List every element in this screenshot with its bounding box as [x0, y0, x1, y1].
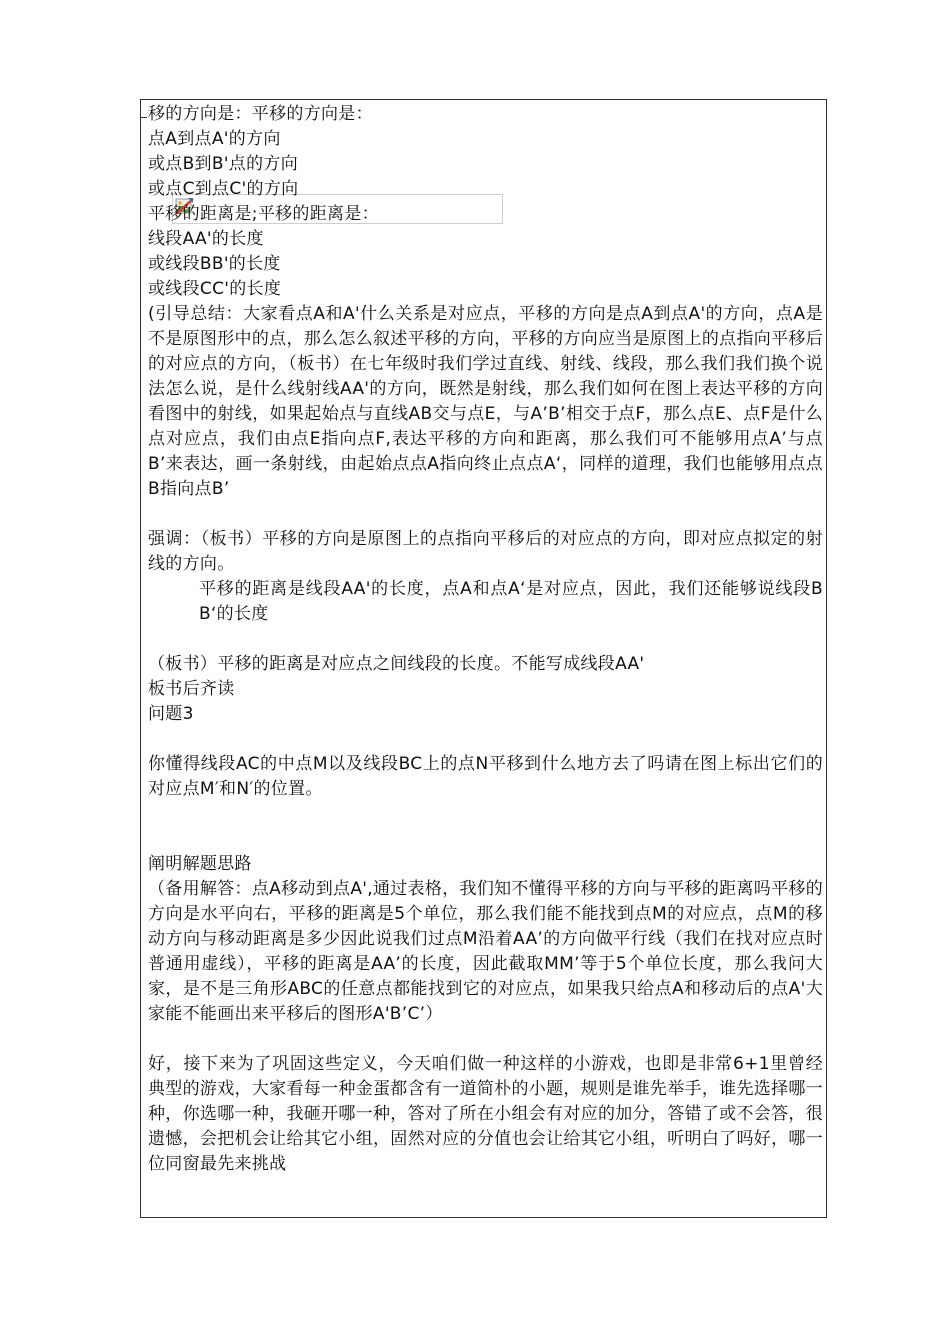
- text-line: 线段AA'的长度: [148, 229, 264, 249]
- lesson-plan-content: [148, 102, 823, 1177]
- board-note: （板书）平移的距离是对应点之间线段的长度。不能写成线段AA': [148, 654, 645, 674]
- game-intro-paragraph: 好，接下来为了巩固这些定义，今天咱们做一种这样的小游戏，也即是非常6+1里曾经典型的游戏，大家看每一种金蛋都含有一道简朴的小题，规则是谁先举手，谁先选择哪一种，你选哪一种，我砸开哪一种，答对了所在小组会有对应的加分，答错了或不会答，很遗憾，会把机会让给其它小组，固然对应的分值也会让给其它小组，听明白了吗好，哪一位同窗最先来挑战: [148, 1054, 823, 1174]
- text-line: 或点B到B'点的方向: [148, 154, 298, 174]
- question-text: 你懂得线段AC的中点M以及线段BC上的点N平移到什么地方去了吗请在图上标出它们的对应点M′和N′的位置。: [148, 754, 823, 799]
- text-line: 点A到点A'的方向: [148, 129, 281, 149]
- question-label: 问题3: [148, 704, 194, 724]
- distance-note-paragraph: 平移的距离是线段AA'的长度，点A和点A‘是对应点，因此，我们还能够说线段BB‘的长度: [199, 579, 823, 624]
- text-line: 移的方向是：平移的方向是：: [148, 104, 373, 124]
- read-aloud-note: 板书后齐读: [148, 679, 235, 699]
- text-line: 或线段CC'的长度: [148, 279, 282, 299]
- guide-summary-paragraph: (引导总结：大家看点A和A'什么关系是对应点，平移的方向是点A到点A'的方向，点A是不是原图形中的点，那么怎么叙述平移的方向，平移的方向应当是原图上的点指向平移后的对应点的方向，（板书）在七年级时我们学过直线、射线、线段，那么我们我们换个说法怎么说，是什么线射线AA'的方向，既然是射线，那么我们如何在图上表达平移的方向 看图中的射线，如果起始点与直线AB交与点E，与A’B’相交于点F，那么点E、点F是什么点对应点，我们由点E指向点F,表达平移的方向和距离，那么我们可不能够用点A’与点B’来表达，画一条射线，由起始点点A指向终止点点A‘，同样的道理，我们也能够用点点B指向点B’: [148, 304, 823, 499]
- text-line: 或线段BB'的长度: [148, 254, 281, 274]
- approach-label: 阐明解题思路: [148, 854, 252, 874]
- row-divider: [140, 117, 147, 118]
- text-line: 或点C到点C'的方向: [148, 179, 299, 199]
- backup-answer-paragraph: （备用解答：点A移动到点A',通过表格，我们知不懂得平移的方向与平移的距离吗平移的方向是水平向右，平移的距离是5个单位，那么我们能不能找到点M的对应点，点M的移动方向与移动距离是多少因此说我们过点M沿着AA’的方向做平行线（我们在找对应点时普通用虚线），平移的距离是AA’的长度，因此截取MM’等于5个单位长度，那么我问大家，是不是三角形ABC的任意点都能找到它的对应点，如果我只给点A和移动后的点A'大家能不能画出来平移后的图形A'B’C’）: [148, 879, 823, 1024]
- text-line: 平移的距离是;平移的距离是：: [148, 204, 379, 224]
- emphasis-paragraph: 强调：（板书）平移的方向是原图上的点指向平移后的对应点的方向，即对应点拟定的射线的方向。: [148, 529, 823, 574]
